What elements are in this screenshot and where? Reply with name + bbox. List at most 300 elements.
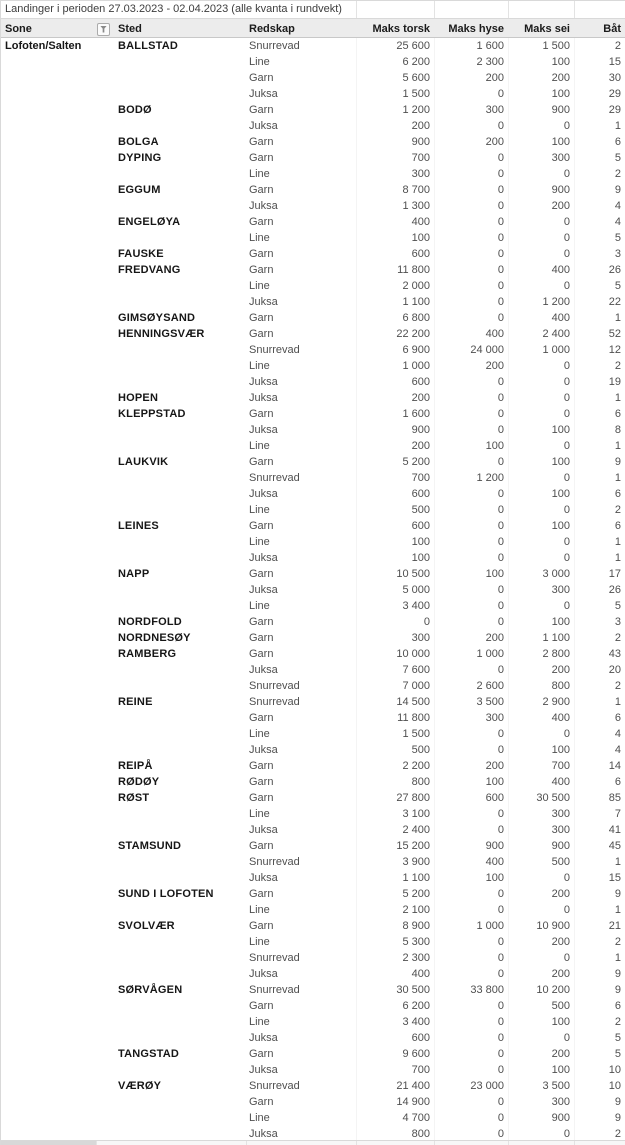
redskap-cell: Garn: [249, 456, 274, 468]
column-header-sone[interactable]: [1, 21, 113, 36]
table-row[interactable]: [1, 950, 625, 966]
maks-torsk-cell: 100: [356, 534, 434, 550]
table-row[interactable]: [1, 838, 625, 854]
table-row[interactable]: [1, 550, 625, 566]
redskap-cell: Line: [249, 1112, 270, 1124]
maks-hyse-cell: 0: [434, 262, 508, 278]
title-empty-cell: [356, 1, 434, 18]
maks-sei-cell: 0: [508, 230, 574, 246]
column-header-sted[interactable]: Sted: [118, 23, 142, 35]
redskap-cell: Juksa: [249, 488, 278, 500]
maks-sei-cell: 100: [508, 742, 574, 758]
table-row[interactable]: [1, 246, 625, 262]
column-header-maks-sei[interactable]: Maks sei: [524, 23, 570, 35]
redskap-cell: Juksa: [249, 1064, 278, 1076]
maks-sei-cell: 200: [508, 934, 574, 950]
maks-torsk-cell: 1 100: [356, 294, 434, 310]
sone-cell: [1, 614, 113, 630]
sone-cell: [1, 966, 113, 982]
table-row[interactable]: [1, 566, 625, 582]
redskap-cell: Garn: [249, 1000, 274, 1012]
maks-hyse-cell: 0: [434, 118, 508, 134]
sone-cell: [1, 278, 113, 294]
maks-sei-cell: 0: [508, 390, 574, 406]
redskap-cell: Juksa: [249, 872, 278, 884]
bat-cell: 6: [574, 486, 625, 502]
table-row[interactable]: [1, 918, 625, 934]
table-row[interactable]: [1, 342, 625, 358]
sted-cell: [113, 422, 246, 438]
maks-torsk-cell: 14 900: [356, 1094, 434, 1110]
table-row[interactable]: [1, 742, 625, 758]
sted-cell: [113, 342, 246, 358]
maks-hyse-cell: 400: [434, 326, 508, 342]
table-row[interactable]: [1, 1046, 625, 1062]
title-empty-cell: [574, 1, 625, 18]
sted-cell: HENNINGSVÆR: [118, 328, 205, 340]
maks-hyse-cell: 200: [434, 70, 508, 86]
table-row[interactable]: [1, 150, 625, 166]
sone-cell: [1, 358, 113, 374]
redskap-cell: Garn: [249, 216, 274, 228]
redskap-cell: Garn: [249, 792, 274, 804]
redskap-cell: Garn: [249, 1048, 274, 1060]
table-row[interactable]: [1, 182, 625, 198]
table-row[interactable]: [1, 1110, 625, 1126]
bat-cell: 5: [574, 598, 625, 614]
sted-cell: [113, 1110, 246, 1126]
redskap-cell: Garn: [249, 616, 274, 628]
maks-sei-cell: 0: [508, 438, 574, 454]
sone-cell: [1, 470, 113, 486]
table-row[interactable]: [1, 710, 625, 726]
table-row[interactable]: [1, 422, 625, 438]
maks-hyse-cell: 0: [434, 198, 508, 214]
column-header-redskap[interactable]: Redskap: [249, 23, 295, 35]
sone-cell: [1, 1062, 113, 1078]
bat-cell: 1: [574, 470, 625, 486]
redskap-cell: Snurrevad: [249, 680, 300, 692]
redskap-cell: Line: [249, 808, 270, 820]
maks-torsk-cell: 1 500: [356, 86, 434, 102]
maks-torsk-cell: 9 600: [356, 1046, 434, 1062]
maks-hyse-cell: 100: [434, 438, 508, 454]
bat-cell: 22: [574, 294, 625, 310]
maks-torsk-cell: 5 300: [356, 934, 434, 950]
sone-cell: [1, 374, 113, 390]
maks-sei-cell: 0: [508, 902, 574, 918]
maks-torsk-cell: 200: [356, 438, 434, 454]
maks-sei-cell: 0: [508, 166, 574, 182]
redskap-cell: Line: [249, 280, 270, 292]
maks-torsk-cell: 1 600: [356, 406, 434, 422]
table-row[interactable]: [1, 294, 625, 310]
redskap-cell: Garn: [249, 760, 274, 772]
sted-cell: NORDFOLD: [118, 616, 182, 628]
maks-hyse-cell: 1 200: [434, 470, 508, 486]
redskap-cell: Juksa: [249, 296, 278, 308]
redskap-cell: Juksa: [249, 824, 278, 836]
redskap-cell: Garn: [249, 408, 274, 420]
maks-sei-cell: 1 200: [508, 294, 574, 310]
maks-sei-cell: 200: [508, 198, 574, 214]
bat-cell: 15: [574, 870, 625, 886]
sted-cell: GIMSØYSAND: [118, 312, 196, 324]
table-row[interactable]: [1, 966, 625, 982]
maks-sei-cell: 400: [508, 310, 574, 326]
sone-cell: [1, 182, 113, 198]
bat-cell: 6: [574, 134, 625, 150]
sone-cell: [1, 102, 113, 118]
sted-cell: RØDØY: [118, 776, 160, 788]
sone-cell: [1, 1030, 113, 1046]
maks-torsk-cell: 900: [356, 422, 434, 438]
table-row[interactable]: [1, 278, 625, 294]
sted-cell: KLEPPSTAD: [118, 408, 186, 420]
bat-cell: 9: [574, 1094, 625, 1110]
maks-torsk-cell: 25 600: [356, 38, 434, 54]
table-row[interactable]: [1, 630, 625, 646]
maks-hyse-cell: 33 800: [434, 982, 508, 998]
maks-sei-cell: 0: [508, 1126, 574, 1142]
table-row[interactable]: [1, 934, 625, 950]
sted-cell: NORDNESØY: [118, 632, 191, 644]
bat-cell: 10: [574, 1062, 625, 1078]
table-row[interactable]: [1, 886, 625, 902]
table-row[interactable]: [1, 454, 625, 470]
maks-torsk-cell: 3 900: [356, 854, 434, 870]
maks-sei-cell: 200: [508, 886, 574, 902]
maks-sei-cell: 300: [508, 1094, 574, 1110]
maks-hyse-cell: 0: [434, 614, 508, 630]
redskap-cell: Garn: [249, 152, 274, 164]
redskap-cell: Garn: [249, 104, 274, 116]
bat-cell: 9: [574, 454, 625, 470]
redskap-cell: Garn: [249, 888, 274, 900]
maks-sei-cell: 0: [508, 406, 574, 422]
sone-cell: [1, 86, 113, 102]
maks-hyse-cell: 100: [434, 870, 508, 886]
maks-hyse-cell: 100: [434, 566, 508, 582]
sted-cell: [113, 998, 246, 1014]
maks-hyse-cell: 0: [434, 806, 508, 822]
maks-torsk-cell: 500: [356, 742, 434, 758]
table-row[interactable]: [1, 1062, 625, 1078]
maks-hyse-cell: 200: [434, 358, 508, 374]
sone-cell: [1, 550, 113, 566]
maks-torsk-cell: 1 000: [356, 358, 434, 374]
sted-cell: [113, 230, 246, 246]
bat-cell: 12: [574, 342, 625, 358]
maks-torsk-cell: 5 200: [356, 454, 434, 470]
bat-cell: 2: [574, 630, 625, 646]
table-row[interactable]: [1, 502, 625, 518]
bat-cell: 4: [574, 198, 625, 214]
maks-sei-cell: 100: [508, 422, 574, 438]
bat-cell: 4: [574, 726, 625, 742]
sone-cell: [1, 1046, 113, 1062]
maks-hyse-cell: 0: [434, 486, 508, 502]
maks-torsk-cell: 5 200: [356, 886, 434, 902]
maks-torsk-cell: 15 200: [356, 838, 434, 854]
redskap-cell: Line: [249, 440, 270, 452]
sted-cell: [113, 854, 246, 870]
table-row[interactable]: [1, 678, 625, 694]
bat-cell: 8: [574, 422, 625, 438]
maks-hyse-cell: 0: [434, 1062, 508, 1078]
table-row[interactable]: [1, 790, 625, 806]
bat-cell: 4: [574, 214, 625, 230]
table-row[interactable]: [1, 518, 625, 534]
table-row[interactable]: [1, 614, 625, 630]
table-row[interactable]: [1, 822, 625, 838]
sone-cell: [1, 566, 113, 582]
maks-hyse-cell: 200: [434, 630, 508, 646]
maks-sei-cell: 100: [508, 518, 574, 534]
redskap-cell: Snurrevad: [249, 472, 300, 484]
sted-cell: FREDVANG: [118, 264, 181, 276]
table-row[interactable]: [1, 1030, 625, 1046]
redskap-cell: Juksa: [249, 664, 278, 676]
maks-sei-cell: 0: [508, 534, 574, 550]
table-row[interactable]: [1, 534, 625, 550]
bat-cell: 1: [574, 694, 625, 710]
maks-torsk-cell: 3 400: [356, 598, 434, 614]
table-row[interactable]: [1, 1094, 625, 1110]
sted-cell: SUND I LOFOTEN: [118, 888, 214, 900]
redskap-cell: Garn: [249, 840, 274, 852]
maks-hyse-cell: 3 500: [434, 694, 508, 710]
next-row-sone-cell: [1, 1141, 96, 1145]
table-row[interactable]: [1, 230, 625, 246]
table-row[interactable]: [1, 582, 625, 598]
sone-cell: [1, 774, 113, 790]
table-row[interactable]: [1, 774, 625, 790]
sted-cell: NAPP: [118, 568, 150, 580]
filter-button[interactable]: [97, 23, 110, 36]
table-row[interactable]: [1, 38, 625, 54]
bat-cell: 6: [574, 518, 625, 534]
sone-cell: [1, 982, 113, 998]
sted-cell: [113, 470, 246, 486]
sone-cell: [1, 294, 113, 310]
table-row[interactable]: [1, 262, 625, 278]
bat-cell: 26: [574, 262, 625, 278]
maks-sei-cell: 0: [508, 214, 574, 230]
redskap-cell: Line: [249, 232, 270, 244]
bat-cell: 52: [574, 326, 625, 342]
maks-torsk-cell: 600: [356, 486, 434, 502]
sone-cell: [1, 838, 113, 854]
table-row[interactable]: [1, 214, 625, 230]
maks-hyse-cell: 0: [434, 278, 508, 294]
bat-cell: 7: [574, 806, 625, 822]
bat-cell: 20: [574, 662, 625, 678]
bat-cell: 5: [574, 150, 625, 166]
sone-cell: [1, 758, 113, 774]
maks-torsk-cell: 100: [356, 230, 434, 246]
sted-cell: [113, 598, 246, 614]
maks-hyse-cell: 0: [434, 1110, 508, 1126]
table-row[interactable]: [1, 758, 625, 774]
table-row[interactable]: [1, 870, 625, 886]
sted-cell: HOPEN: [118, 392, 159, 404]
table-row[interactable]: [1, 854, 625, 870]
table-row[interactable]: [1, 166, 625, 182]
column-header-bat[interactable]: Båt: [603, 23, 621, 35]
next-row-sliver: [1, 1140, 625, 1145]
sted-cell: [113, 870, 246, 886]
sone-cell: [1, 150, 113, 166]
maks-hyse-cell: 0: [434, 230, 508, 246]
maks-sei-cell: 100: [508, 134, 574, 150]
bat-cell: 6: [574, 406, 625, 422]
table-row[interactable]: [1, 54, 625, 70]
sone-cell: [1, 918, 113, 934]
maks-torsk-cell: 300: [356, 166, 434, 182]
table-row[interactable]: [1, 102, 625, 118]
maks-sei-cell: 400: [508, 710, 574, 726]
maks-hyse-cell: 0: [434, 422, 508, 438]
maks-sei-cell: 900: [508, 1110, 574, 1126]
maks-sei-cell: 2 900: [508, 694, 574, 710]
bat-cell: 3: [574, 246, 625, 262]
maks-torsk-cell: 200: [356, 118, 434, 134]
table-row[interactable]: [1, 358, 625, 374]
sted-cell: [113, 742, 246, 758]
redskap-cell: Garn: [249, 520, 274, 532]
sted-cell: [113, 198, 246, 214]
maks-hyse-cell: 2 300: [434, 54, 508, 70]
column-header-maks-hyse[interactable]: Maks hyse: [448, 23, 504, 35]
maks-hyse-cell: 900: [434, 838, 508, 854]
maks-hyse-cell: 0: [434, 86, 508, 102]
maks-torsk-cell: 3 400: [356, 1014, 434, 1030]
table-row[interactable]: [1, 406, 625, 422]
bat-cell: 2: [574, 166, 625, 182]
sone-cell: [1, 950, 113, 966]
table-row[interactable]: [1, 1014, 625, 1030]
table-row[interactable]: [1, 134, 625, 150]
table-row[interactable]: [1, 118, 625, 134]
bat-cell: 9: [574, 1110, 625, 1126]
bat-cell: 19: [574, 374, 625, 390]
maks-torsk-cell: 7 000: [356, 678, 434, 694]
table-row[interactable]: [1, 390, 625, 406]
maks-torsk-cell: 27 800: [356, 790, 434, 806]
sted-cell: [113, 902, 246, 918]
sone-cell: [1, 998, 113, 1014]
maks-torsk-cell: 300: [356, 630, 434, 646]
table-row[interactable]: [1, 374, 625, 390]
sone-cell: [1, 438, 113, 454]
sone-cell: [1, 502, 113, 518]
maks-torsk-cell: 2 000: [356, 278, 434, 294]
maks-hyse-cell: 0: [434, 902, 508, 918]
maks-sei-cell: 0: [508, 278, 574, 294]
maks-hyse-cell: 400: [434, 854, 508, 870]
redskap-cell: Line: [249, 600, 270, 612]
sted-cell: [113, 662, 246, 678]
table-row[interactable]: [1, 310, 625, 326]
table-row[interactable]: [1, 470, 625, 486]
sone-cell: [1, 870, 113, 886]
sone-cell: [1, 518, 113, 534]
sone-cell: [1, 662, 113, 678]
table-row[interactable]: [1, 902, 625, 918]
sted-cell: [113, 966, 246, 982]
maks-torsk-cell: 11 800: [356, 262, 434, 278]
table-row[interactable]: [1, 1078, 625, 1094]
maks-hyse-cell: 0: [434, 998, 508, 1014]
bat-cell: 3: [574, 614, 625, 630]
sted-cell: [113, 54, 246, 70]
bat-cell: 6: [574, 998, 625, 1014]
table-row[interactable]: [1, 726, 625, 742]
sone-cell: [1, 390, 113, 406]
table-row[interactable]: [1, 646, 625, 662]
bat-cell: 5: [574, 230, 625, 246]
maks-hyse-cell: 600: [434, 790, 508, 806]
redskap-cell: Garn: [249, 328, 274, 340]
table-row[interactable]: [1, 438, 625, 454]
maks-sei-cell: 100: [508, 486, 574, 502]
maks-sei-cell: 0: [508, 374, 574, 390]
table-row[interactable]: [1, 806, 625, 822]
column-header-maks-torsk[interactable]: Maks torsk: [372, 23, 430, 35]
redskap-cell: Snurrevad: [249, 984, 300, 996]
table-row[interactable]: [1, 694, 625, 710]
maks-torsk-cell: 2 100: [356, 902, 434, 918]
table-row[interactable]: [1, 86, 625, 102]
bat-cell: 41: [574, 822, 625, 838]
maks-torsk-cell: 400: [356, 966, 434, 982]
table-row[interactable]: [1, 326, 625, 342]
table-row[interactable]: [1, 598, 625, 614]
bat-cell: 29: [574, 102, 625, 118]
table-row[interactable]: [1, 70, 625, 86]
maks-torsk-cell: 1 100: [356, 870, 434, 886]
redskap-cell: Line: [249, 536, 270, 548]
maks-hyse-cell: 0: [434, 454, 508, 470]
maks-sei-cell: 100: [508, 1014, 574, 1030]
maks-torsk-cell: 600: [356, 518, 434, 534]
maks-torsk-cell: 11 800: [356, 710, 434, 726]
table-row[interactable]: [1, 982, 625, 998]
maks-hyse-cell: 0: [434, 374, 508, 390]
bat-cell: 2: [574, 1014, 625, 1030]
maks-sei-cell: 500: [508, 854, 574, 870]
maks-sei-cell: 100: [508, 614, 574, 630]
redskap-cell: Garn: [249, 72, 274, 84]
bat-cell: 45: [574, 838, 625, 854]
maks-torsk-cell: 8 900: [356, 918, 434, 934]
maks-hyse-cell: 200: [434, 758, 508, 774]
maks-sei-cell: 900: [508, 102, 574, 118]
table-row[interactable]: [1, 998, 625, 1014]
sted-cell: [113, 294, 246, 310]
table-row[interactable]: [1, 662, 625, 678]
table-row[interactable]: [1, 486, 625, 502]
maks-torsk-cell: 14 500: [356, 694, 434, 710]
maks-torsk-cell: 6 200: [356, 54, 434, 70]
bat-cell: 30: [574, 70, 625, 86]
maks-sei-cell: 10 900: [508, 918, 574, 934]
maks-sei-cell: 200: [508, 662, 574, 678]
sted-cell: LEINES: [118, 520, 159, 532]
table-row[interactable]: [1, 198, 625, 214]
maks-torsk-cell: 400: [356, 214, 434, 230]
